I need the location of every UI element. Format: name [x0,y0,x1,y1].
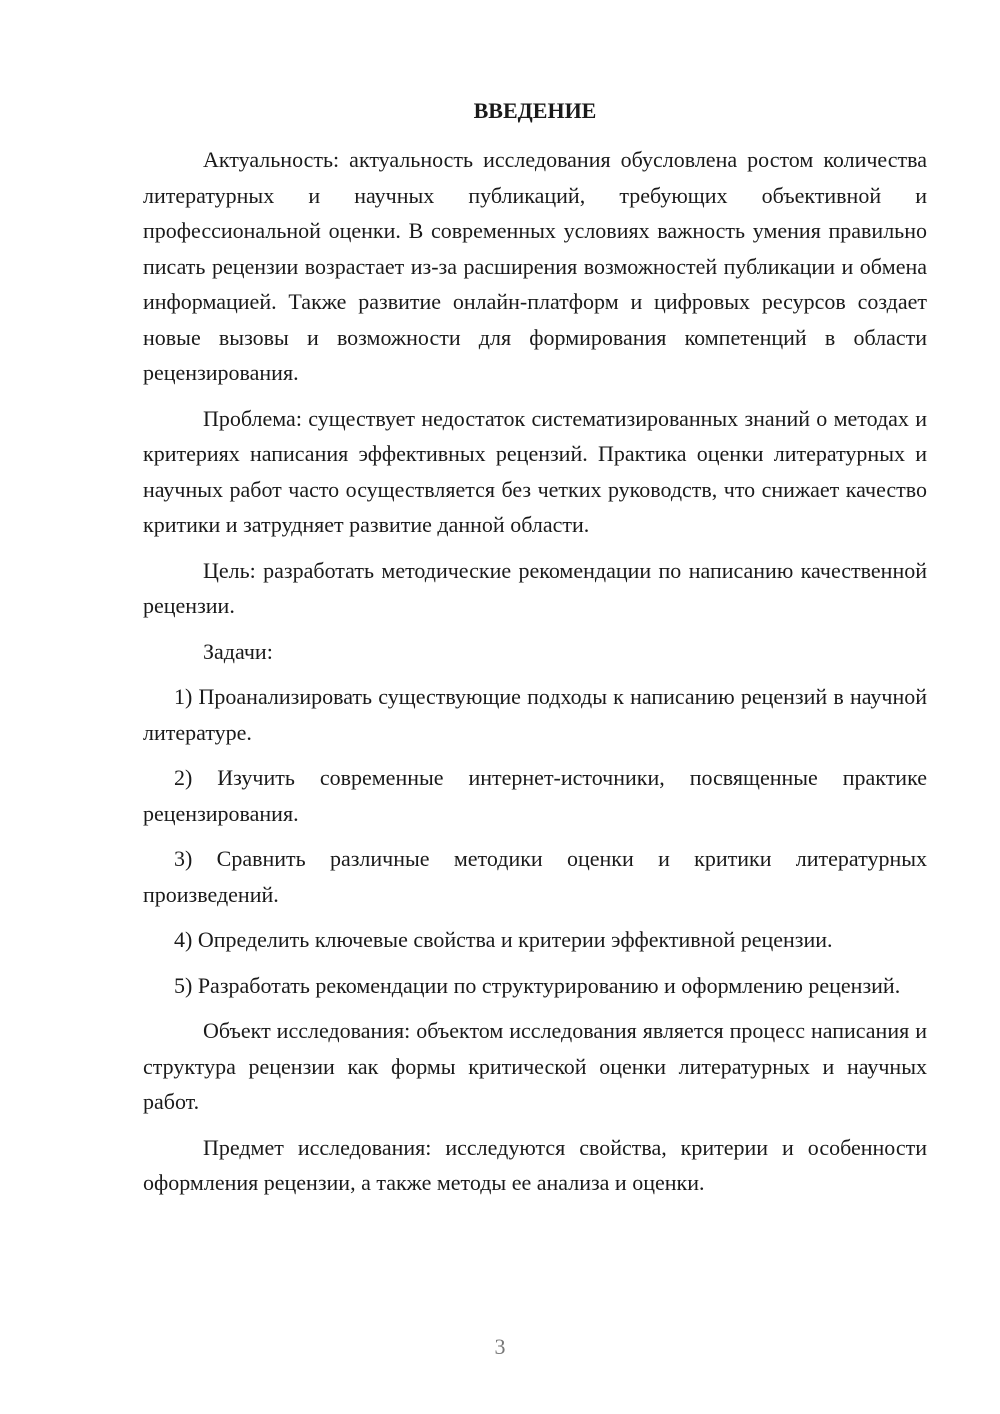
goal-paragraph: Цель: разработать методические рекомендации по написанию качественной рецензии. [143,557,927,618]
section-heading: ВВЕДЕНИЕ [473,98,597,123]
problem-paragraph: Проблема: существует недостаток систематизированных знаний о методах и критериях написания эффективных рецензий. Практика оценки литературных и научных работ часто осуществляется без четких руководств, что снижает качество критики и затрудняет развитие данной области. [143,405,927,537]
page-number: 3 [494,1334,506,1359]
task-item-3: 3) Сравнить различные методики оценки и критики литературных произведений. [143,846,927,907]
task-item-5: 5) Разработать рекомендации по структурированию и оформлению рецензий. [174,972,901,998]
relevance-paragraph: Актуальность: актуальность исследования обусловлена ростом количества литературных и научных публикаций, требующих объективной и профессиональной оценки. В современных условиях важность умения правильно писать рецензии возрастает из-за расширения возможностей публикации и обмена информацией. Также развитие онлайн-платформ и цифровых ресурсов создает новые вызовы и возможности для формирования компетенций в области рецензирования. [143,147,927,385]
task-item-1: 1) Проанализировать существующие подходы к написанию рецензий в научной литературе. [143,684,927,745]
task-item-2: 2) Изучить современные интернет-источники, посвященные практике рецензирования. [143,765,927,826]
document-body [143,142,927,1211]
subject-paragraph: Предмет исследования: исследуются свойства, критерии и особенности оформления рецензии, а также методы ее анализа и оценки. [143,1134,927,1195]
tasks-label: Задачи: [203,638,273,664]
object-paragraph: Объект исследования: объектом исследования является процесс написания и структура рецензии как формы критической оценки литературных и научных работ. [143,1018,927,1114]
task-item-4: 4) Определить ключевые свойства и критерии эффективной рецензии. [174,927,833,952]
